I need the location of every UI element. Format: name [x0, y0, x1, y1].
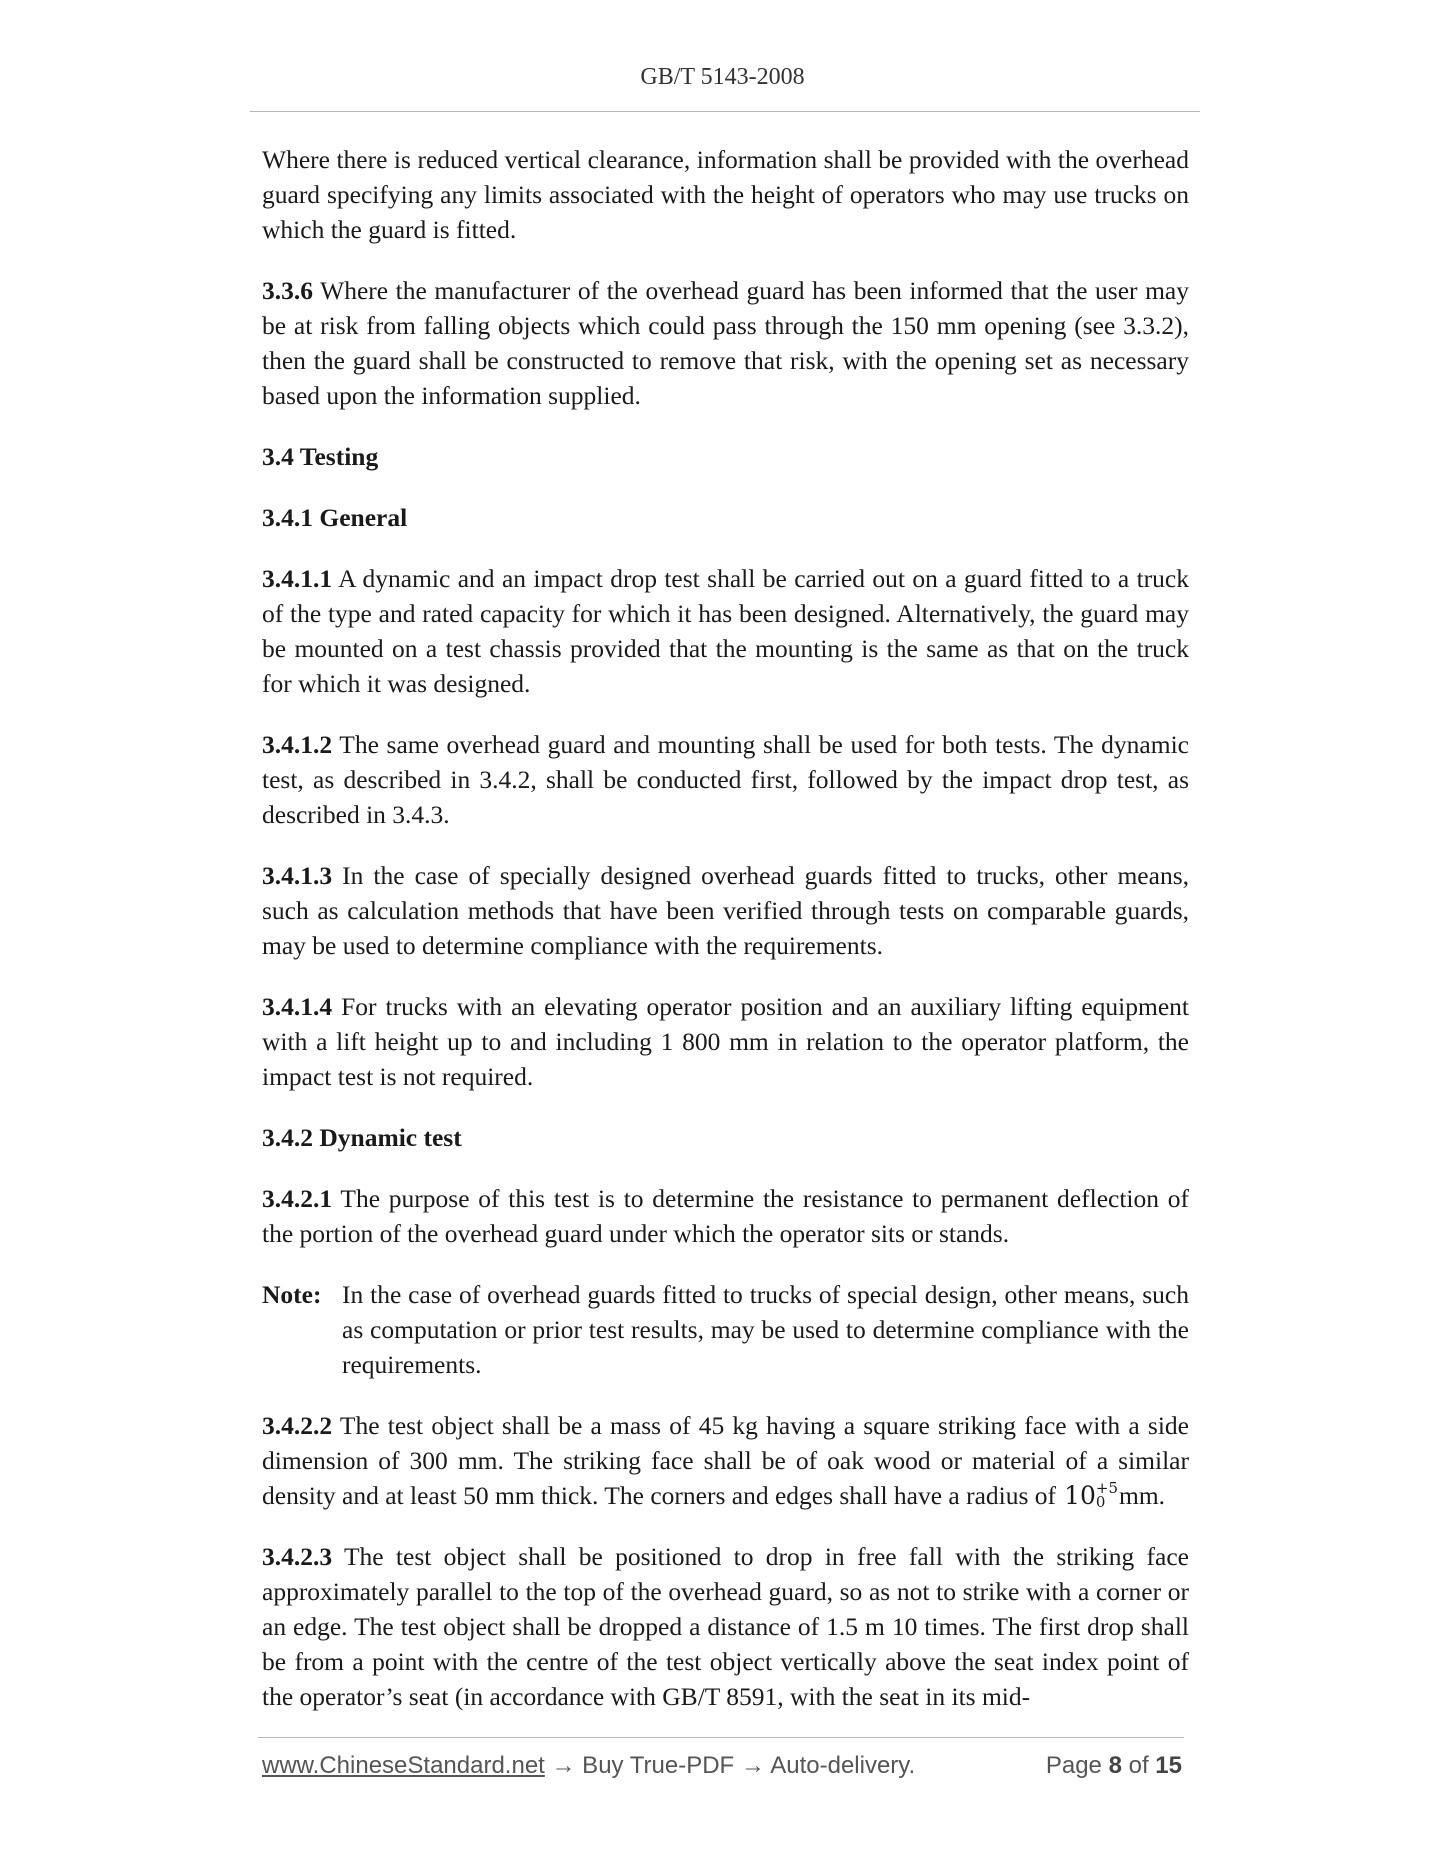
page-header-title: GB/T 5143-2008 [640, 64, 805, 90]
note-label: Note: [262, 1280, 322, 1309]
heading-general: 3.4.1 General [262, 503, 408, 532]
math-subscript: 0 [1095, 1492, 1106, 1511]
clause-text: The same overhead guard and mounting shall be used for both tests. The dynamic test, as described in 3.4.2, shall be conducted first, followed by the impact drop test, as described in 3.4.3. [262, 730, 1189, 829]
clause-number: 3.4.1.4 [262, 992, 333, 1021]
footer-divider [258, 1737, 1184, 1738]
paragraph-3-3-6 [262, 273, 1189, 413]
clause-number: 3.3.6 [262, 276, 313, 305]
clause-text: The test object shall be positioned to drop in free fall with the striking face approximately parallel to the top of the overhead guard, so as not to strike with a corner or an edge. The test object shall be dropped a distance of 1.5 m 10 times. The first drop shall be from a point with the centre of the test object vertically above the seat index point of the operator’s seat (in accordance with GB/T 8591, with the seat in its mid- [262, 1542, 1189, 1711]
paragraph-3-4-2-1 [262, 1181, 1189, 1251]
page-number: 8 [1108, 1752, 1122, 1779]
clause-text: The test object shall be a mass of 45 kg having a square striking face with a side dimension of 300 mm. The striking face shall be of oak wood or material of a similar density and at least 50 mm thick. The corners and edges shall have a radius of [262, 1411, 1189, 1510]
page-total: 15 [1155, 1752, 1182, 1779]
note-block [262, 1277, 1189, 1382]
clause-unit: mm. [1119, 1481, 1166, 1510]
heading-dynamic-test: 3.4.2 Dynamic test [262, 1123, 462, 1152]
paragraph-3-4-2-2 [262, 1408, 1189, 1513]
clause-number: 3.4.2.3 [262, 1542, 333, 1571]
header-divider [250, 111, 1200, 112]
paragraph-3-4-1-4 [262, 989, 1189, 1094]
clause-text: Where the manufacturer of the overhead guard has been informed that the user may be at risk from falling objects which could pass through the 150 mm opening (see 3.3.2), then the guard shall be constructed to remove that risk, with the opening set as necessary based upon the information supplied. [262, 276, 1189, 410]
document-body [262, 142, 1189, 1740]
paragraph-3-4-2-3 [262, 1539, 1189, 1714]
heading-testing: 3.4 Testing [262, 442, 379, 471]
clause-number: 3.4.1.3 [262, 861, 333, 890]
clause-number: 3.4.1.2 [262, 730, 333, 759]
clause-text: A dynamic and an impact drop test shall be carried out on a guard fitted to a truck of the type and rated capacity for which it has been designed. Alternatively, the guard may be mounted on a test chassis provided that the mounting is the same as that on the truck for which it was designed. [262, 564, 1189, 698]
paragraph-3-4-1-2 [262, 727, 1189, 832]
page-label: Page [1045, 1752, 1102, 1779]
clause-text: In the case of specially designed overhead guards fitted to trucks, other means, such as calculation methods that have been verified through tests on comparable guards, may be used to determine compliance with the requirements. [262, 861, 1189, 960]
of-label: of [1128, 1752, 1149, 1779]
footer-promo-text: → Buy True-PDF → Auto-delivery. [544, 1752, 916, 1779]
math-base: 10 [1064, 1481, 1096, 1510]
page-footer [262, 1752, 1182, 1780]
note-text: In the case of overhead guards fitted to trucks of special design, other means, such as computation or prior test results, may be used to determine compliance with the requirements. [342, 1280, 1189, 1379]
radius-tolerance-math [1064, 1478, 1118, 1511]
clause-text: The purpose of this test is to determine the resistance to permanent deflection of the portion of the overhead guard under which the operator sits or stands. [262, 1184, 1189, 1248]
website-link[interactable]: www.ChineseStandard.net [262, 1752, 545, 1779]
paragraph-clearance: Where there is reduced vertical clearance, information shall be provided with the overhead guard specifying any limits associated with the height of operators who may use trucks on which the guard is fitted. [262, 145, 1189, 244]
clause-number: 3.4.2.1 [262, 1184, 333, 1213]
paragraph-3-4-1-1 [262, 561, 1189, 701]
paragraph-3-4-1-3 [262, 858, 1189, 963]
clause-number: 3.4.2.2 [262, 1411, 333, 1440]
page-counter [1046, 1752, 1182, 1780]
clause-number: 3.4.1.1 [262, 564, 333, 593]
math-superscript: +5 [1095, 1478, 1118, 1497]
clause-text: For trucks with an elevating operator position and an auxiliary lifting equipment with a lift height up to and including 1 800 mm in relation to the operator platform, the impact test is not required. [262, 992, 1189, 1091]
